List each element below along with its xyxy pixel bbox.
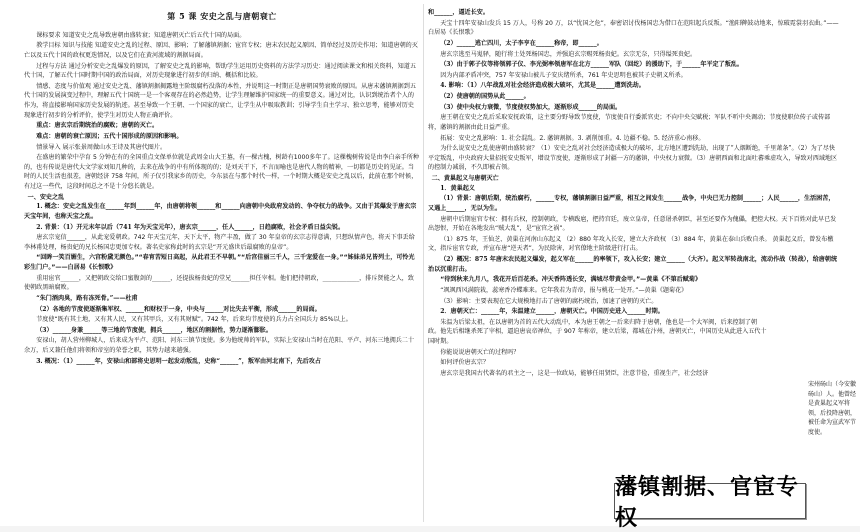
- values-goals: 情感、态度与价值观 通过安史之乱、藩镇割据揭露地主阶级腐朽没落的本性，并说明这一时期正是唐朝国势衰败的原因。从唐末藩镇割据到五代十国的发展演变过程中，理解五代十国统一是一个客观存在的必然趋势，让学生理解维护国家统一的重要意义。通过对比，认识到统治者个人的作为，将直接影响国家历史发展的轨迹。甚至导致一个王朝、一个国家的衰亡，让学生从中吸取教训；引导学生自主学习、独立思考，能够对历史现象进行初步的分析评价，使学生对历史人物正确评价。: [24, 82, 416, 119]
- intro-story: 在盛唐的繁荣中孕育 5 分钟在有的全国重点文保单位就是武周金山大王墓，有一棵古槐，树龄有1000多年了。这棵槐树传说是由李白亲手所种的，也有传说是唐代大文学家刘知几种的，去来在战争的中有所体现的的；是刘天干下，不言而喻也是唐代人物的精神，一切都是历史的见证。当时的人民生活也很差，唐朝经济 758 年间，所子仅引我家乡的历史，今东县在与那个时代一样，一个时期大概是安史之乱以后，此前在那个时候，有过这一些代，这段时间总之不是十分悠长就是。: [24, 154, 419, 190]
- scenario-intro: 情景导入 展示张景周做山水王诗及其唐代图片。: [36, 143, 167, 151]
- discussion-4: 唐玄宗是我国古代著名的君主之一，这是一位政局，能够任用贤臣，注意节俭，重视生产，社会经济: [440, 369, 709, 377]
- teaching-goals: 教学目标 知识与技能 知道安史之乱的过程、原因、影响；了解藩镇割据；宦官专权；唐末农民起义原因、简单经过及历史作用；知道唐朝的灭亡以及五代十国的政权更迭情况，以及它们在黄河流域的割据局面。: [24, 42, 418, 59]
- question-1: 1. 概念：安史之乱发生在______年到______年，由唐朝将领______和______向唐朝中央政府发动的、争夺权力的战争。又由于其爆发于唐玄宗天宝年间，也称天宝之乱。: [24, 203, 417, 220]
- material-5: 唐玄宗逃至马嵬驿，随行将士处死杨国忠，并强迫玄宗赐死杨贵妃。玄宗无奈，只得缢死贵妃。: [440, 50, 697, 58]
- material-3: 安禄山，胡人营州柳城人，后来成为平卢、范阳、河东三镇节度使。多为他统帅的军队，实际上安禄山当时在范阳、平卢、河东三地拥兵二十余万，后又兼任他们将领和帝室的荣誉之职，其势力越来越强。: [24, 337, 414, 354]
- question-7: （2）______逃亡四川，太子李亨在______称帝，即______。: [440, 39, 603, 47]
- material-9: （1）875 年，王仙芝、黄巢在河南山东起义 （2）880 年攻入长安，建立大齐政权 （3）884 年，黄巢在泰山兵败自杀。 黄巢起义后，曾发布檄文，指斥宦官专政，并宣布唐“逆天者”，为民除害，对官僚地主阶级进行打击。: [428, 235, 834, 253]
- poem-quote-2: “朱门酒肉臭，路有冻死骨。”——杜甫: [36, 294, 138, 302]
- material-8: 唐朝中后期宦官专权：拥有兵权，控制朝政，专横跋扈，把持宫廷，废立皇帝，任意屠杀朝臣，甚至还要作为傀儡，把控大权。天下百姓对此早已发出怨恨，开始在各地发出“贼大乱”，是“宦官之祸”。: [428, 215, 837, 233]
- question-4: （2）各地的节度使逐渐集军权、______和财权于一身，中央与______对比失去平衡，形成______的局面。: [36, 305, 321, 313]
- discussion-3: 如何评价唐玄宗？: [440, 359, 489, 367]
- material-7: 唐王朝在安史之乱后采取安抚政策，这主要分野导致节度使，节度使自行委派官吏；不向中央交赋税；军队不听中央调动；节度使职位传子或传部将，藩镇的割据由此日益严重。: [428, 114, 831, 131]
- poem-quote-3: “待到秋来九月八，我花开后百花杀。冲天香阵透长安，满城尽带黄金甲。”—黄巢《不第后赋菊》: [440, 276, 702, 284]
- continuation-1: 和______，逼近长安。: [428, 9, 489, 16]
- question-3: 重用宦官______，又把朝政交给口蜜腹剑的______，还提拔杨贵妃的堂兄______担任宰相。他们把持朝政，____________，排斥贤能之人，致使朝政黑暗腐败。: [24, 274, 414, 292]
- side-note: 宋州砀山（今安徽砀山）人。他曾经是黄巢起义军将领，后投降唐朝，被任命为宣武军节度使。: [808, 381, 857, 436]
- right-column: [428, 8, 840, 524]
- curriculum-standard: 课标要求 知道安史之乱导致唐朝由盛转衰；知道唐朝灭亡后五代十国的局面。: [36, 31, 246, 39]
- question-9: 4. 影响：（1）八年战乱对社会经济造成极大破坏，尤其是______遭到洗劫。: [440, 82, 645, 90]
- key-points: 重点：唐玄宗后期统治的腐败；唐朝的灭亡。: [36, 122, 159, 130]
- difficult-points: 难点：唐朝的衰亡原因；五代十国形成的原因和影响。: [36, 132, 183, 140]
- lesson-title: 第 5 课 安史之乱与唐朝衰亡: [167, 11, 277, 21]
- question-12: （1）背景：唐朝后期，统治腐朽，______专权，藩镇割据日益严重，相互之间发生______战争，中央已无力控制______；人民______，生活困苦，又遇上______，无以为生。: [428, 195, 835, 212]
- question-8: （3）由于郭子仪等将领郭子仪、李光弼率领唐军在北方______军队（回纥）的援助下，于______年平定了叛乱。: [440, 61, 744, 69]
- section-heading-2: 二、黄巢起义与唐朝灭亡: [431, 175, 499, 182]
- highlight-banner: 藩镇割据、官宦专权: [614, 483, 806, 519]
- discussion-1: 为什么说安史之乱使唐朝由盛转衰？（1）安史之乱对社会经济造成极大的破坏，北方地区遭到洗劫，出现了“人烟断绝，千里萧条”。（2）为了尽快平定叛乱，中央政府大量招抚安史叛军，增设节度使，逐渐形成了封疆一方的藩镇，中央权力衰微。（3）唐朝西面和北面吐蕃乘虚攻入，导致对西域地区的控制力减弱，不久即被占领。: [428, 145, 838, 172]
- process-methods: 过程与方法 通过分析安史之乱爆发的原因，了解安史之乱的影响，帮助学生运用历史资料的方法学习历史：通过阅读课文和相关资料，知道五代十国，了解五代十国时期中国的政治局面，对历史现象进行初步的归纳、概括和比较。: [24, 62, 416, 80]
- material-10: 朱温为后梁太祖，在以唐朝为首的五代大动乱中，本为唐王朝之一后来归降于唐朝，他也是一个大军阀，后来控制了朝政。他先后相继杀死了宰相，逼迫唐哀帝禅位，于 907 年称帝，建立后梁，都城在汴州，唐朝灭亡，中国历史从此进入五代十国时期。: [428, 318, 767, 345]
- question-10: （2）使唐朝的国势从此______。: [440, 93, 530, 100]
- question-5: （3）______身兼______等三地的节度使，拥兵______，地区的割据性，势力逐渐膨胀。: [36, 326, 272, 334]
- poem-quote-1: “回眸一笑百媚生，六宫粉黛无颜色。”“春宵苦短日高起，从此君王不早朝。”“后宫佳丽三千人，三千宠爱在一身。”“姊妹弟兄皆列土，可怜光彩生门户。”——白居易《长恨歌》: [24, 254, 415, 271]
- question-2: 2. 背景：（1）开元末年以后（741 年为天宝元年），唐玄宗______，任人______，日趋腐败，社会矛盾日益尖锐。: [36, 223, 345, 231]
- material-1: 唐玄宗宠信______，从此宠爱朝政。742 年天宝元年，天下太平，物产丰盈，做了 30 年皇帝的玄宗志得意满，只想纵情声色，将天下事丢给李林甫处理，杨贵妃的兄长杨国忠更加专权。著名史家称此时的玄宗是“开元盛世后最腐败的皇帝”。: [24, 234, 415, 251]
- question-14: 2．唐朝灭亡：______年，朱温建立______，唐朝灭亡。中国历史进入______时期。: [440, 308, 664, 316]
- impact-note: （3）影响：主要表现在它大规模地打击了唐朝的腐朽统治，加速了唐朝的灭亡。: [440, 297, 658, 305]
- material-6: 因为内部矛盾冲突，757 年安禄山被儿子安庆绪所杀，761 年史思明也被其子史朝义所杀。: [440, 71, 687, 79]
- question-11: （3）使中央权力衰微，节度使权势加大，逐渐形成______的局面。: [440, 103, 622, 111]
- question-13: （2）概况：875 年唐末农民起义爆发，起义军在______的率领下，攻入长安；建立______（大齐）。起义军转战南北，流动作战（转战），给唐朝统治以沉重打击。: [428, 256, 838, 273]
- subheading-huangchao: 1．黄巢起义: [440, 184, 475, 192]
- extension-note: 拓展：安史之乱影响：1. 社会混乱。2. 藩镇割据。3. 剥削加重。4. 边疆不稳。5. 经济重心南移。: [440, 134, 705, 142]
- discussion-2: 你能说说唐朝灭亡的过程吗？: [440, 348, 520, 356]
- left-column: [24, 8, 420, 524]
- material-2: 节度使“既有其土地，又有其人民，又有其甲兵，又有其财赋”。742 年，后来均节度使的兵力占全国兵力 85%以上。: [36, 316, 352, 324]
- material-4: 天宝十四年安禄山发兵 15 万人，号称 20 万，以“忧国之危”，奉密诏讨伐杨国忠为借口在范阳起兵反叛。“渔阳鞞鼓动地来，惊破霓裳羽衣曲。”——白居易《长恨歌》: [428, 19, 839, 37]
- section-heading-1: 一、安史之乱: [27, 193, 65, 201]
- question-6: 3. 概况：（1）______年，安禄山和部将史思明一起发动叛乱，史称“______”，叛军由河北南下，先后攻占: [36, 357, 321, 365]
- column-divider: [423, 4, 424, 522]
- poem-quote-4: “飒飒西风满院栽，蕊寒香冷蝶难来。它年我若为青帝，报与桃花一处开。”—黄巢《题菊花》: [440, 286, 688, 294]
